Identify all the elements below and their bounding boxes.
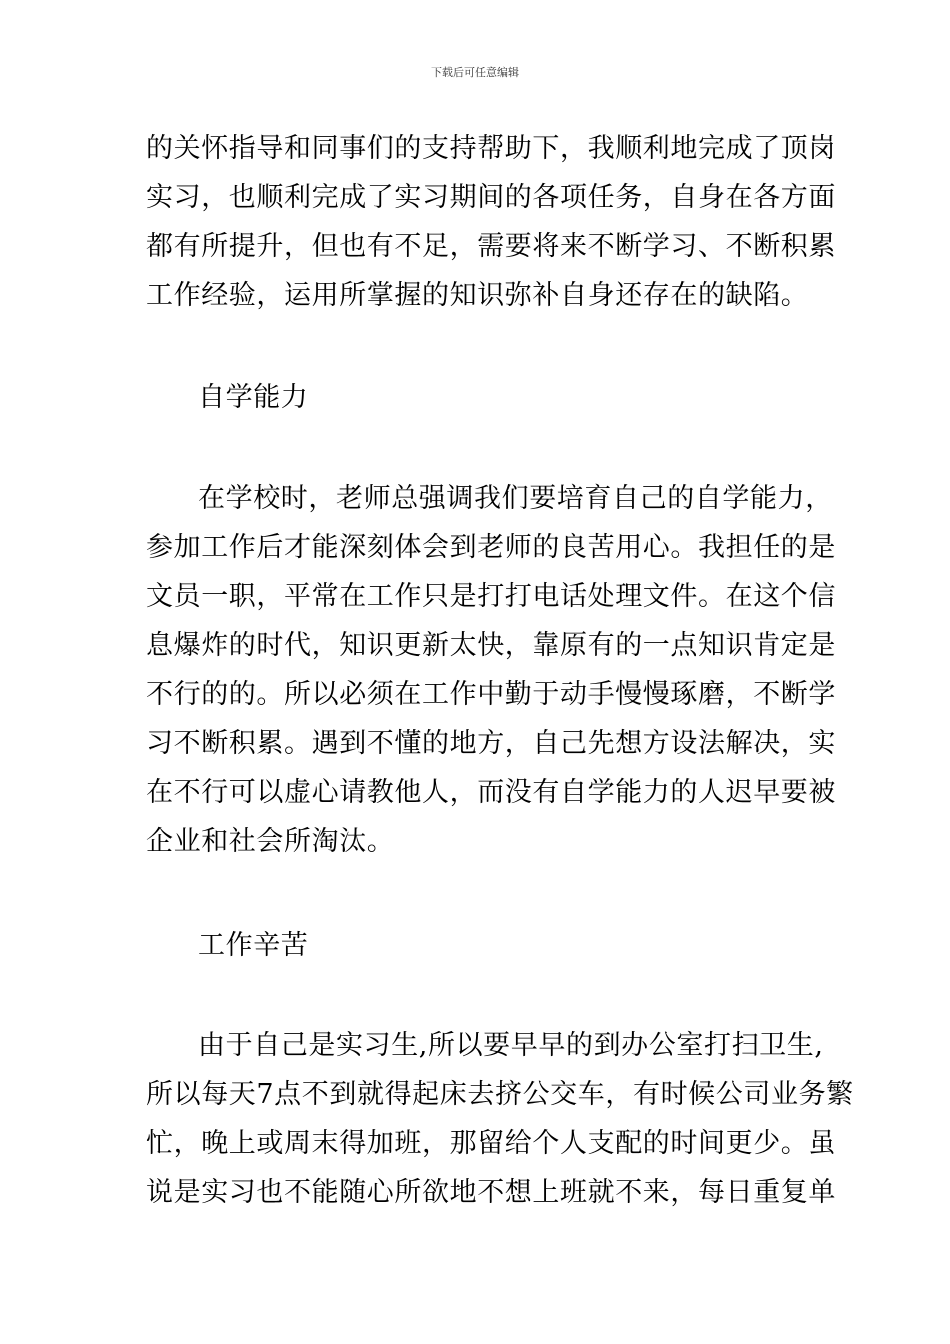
section2-line-2: 所以每天7点不到就得起床去挤公交车，有时候公司业务繁 <box>146 1079 854 1110</box>
section1-line-2: 参加工作后才能深刻体会到老师的良苦用心。我担任的是 <box>146 532 836 563</box>
section2-line-3: 忙，晚上或周末得加班，那留给个人支配的时间更少。虽 <box>146 1128 836 1159</box>
section1-line-8: 企业和社会所淘汰。 <box>146 826 395 857</box>
intro-line-3: 都有所提升，但也有不足，需要将来不断学习、不断积累 <box>146 231 836 262</box>
section-heading-self-learning: 自学能力 <box>198 382 309 413</box>
section1-line-6: 习不断积累。遇到不懂的地方，自己先想方设法解决，实 <box>146 728 836 759</box>
intro-line-1: 的关怀指导和同事们的支持帮助下，我顺利地完成了顶岗 <box>146 133 836 164</box>
section-heading-hard-work: 工作辛苦 <box>198 930 309 961</box>
page-header-note: 下载后可任意编辑 <box>431 66 519 79</box>
section1-line-5: 不行的的。所以必须在工作中勤于动手慢慢琢磨，不断学 <box>146 679 836 710</box>
section2-line-4: 说是实习也不能随心所欲地不想上班就不来，每日重复单 <box>146 1177 836 1208</box>
section1-line-7: 在不行可以虚心请教他人，而没有自学能力的人迟早要被 <box>146 777 836 808</box>
intro-line-2: 实习，也顺利完成了实习期间的各项任务，自身在各方面 <box>146 182 836 213</box>
section1-line-1: 在学校时，老师总强调我们要培育自己的自学能力， <box>198 483 833 514</box>
intro-line-4: 工作经验，运用所掌握的知识弥补自身还存在的缺陷。 <box>146 280 809 311</box>
section2-line-1: 由于自己是实习生,所以要早早的到办公室打扫卫生, <box>198 1030 824 1061</box>
section1-line-3: 文员一职，平常在工作只是打打电话处理文件。在这个信 <box>146 581 836 612</box>
section1-line-4: 息爆炸的时代，知识更新太快，靠原有的一点知识肯定是 <box>146 630 836 661</box>
